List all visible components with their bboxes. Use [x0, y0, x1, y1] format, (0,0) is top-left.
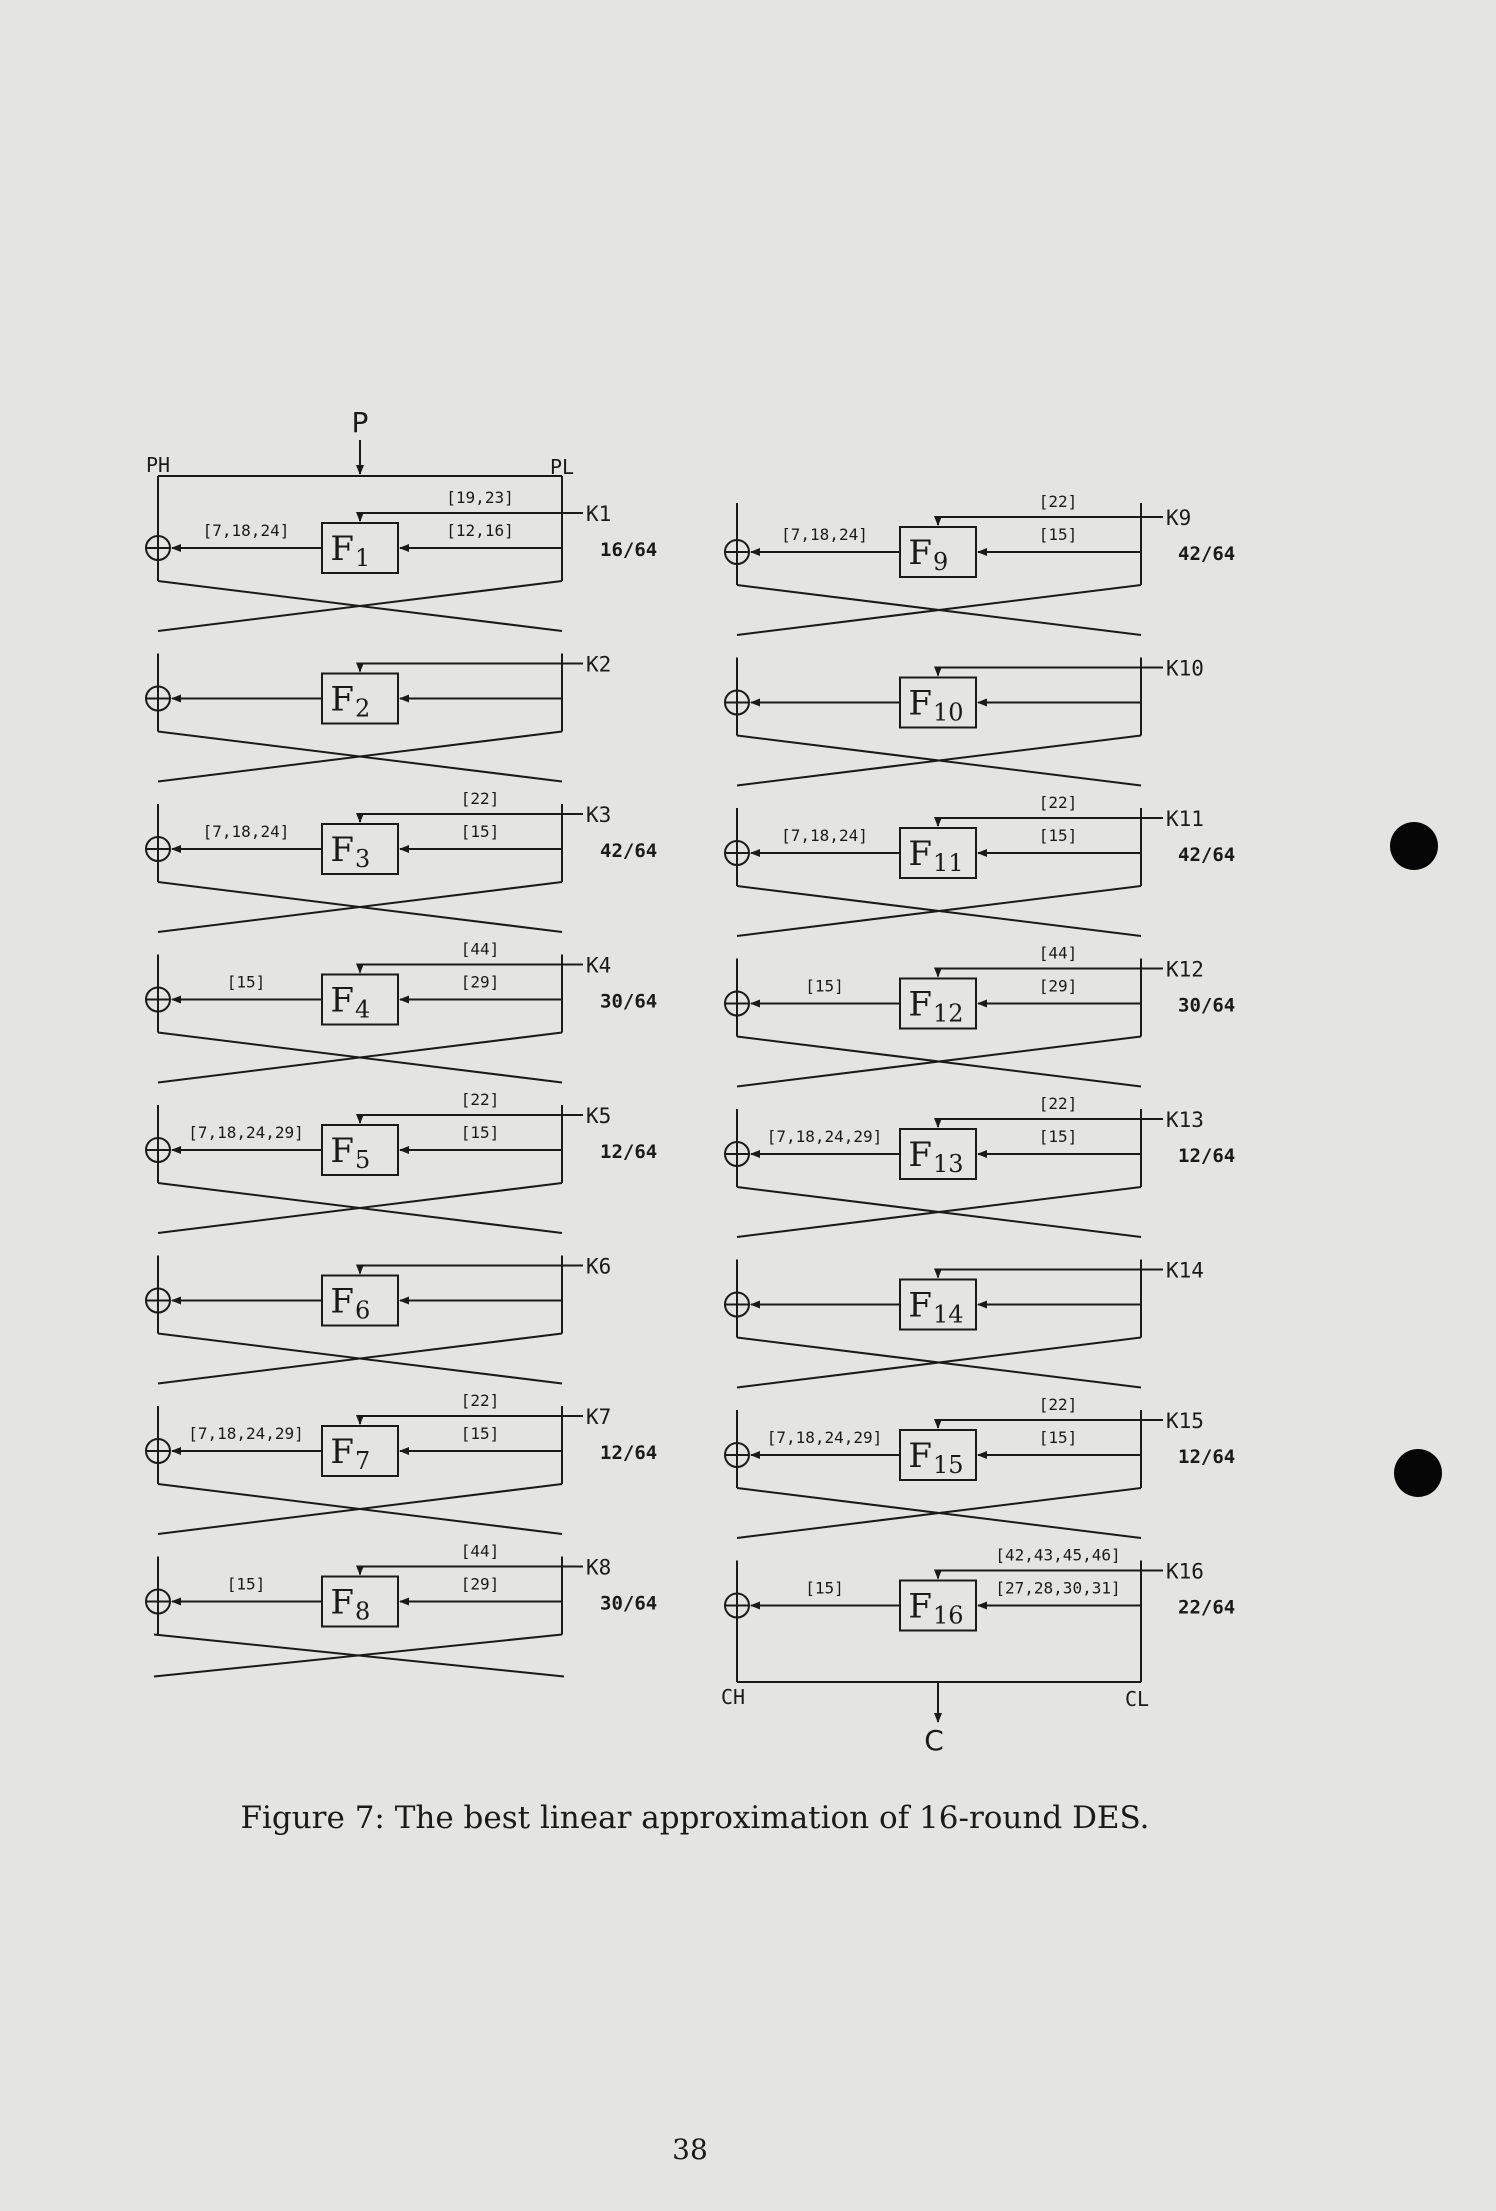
f-box-subscript: 3: [355, 845, 371, 873]
output-mask-label: [7,18,24]: [781, 525, 868, 544]
output-mask-label: [7,18,24,29]: [766, 1127, 883, 1146]
key-mask-label: [22]: [460, 789, 500, 808]
input-mask-label: [15]: [1038, 525, 1078, 544]
round-probability: 42/64: [1178, 543, 1236, 565]
key-mask-label: [22]: [1038, 793, 1078, 812]
output-mask-label: [7,18,24,29]: [188, 1424, 304, 1443]
output-mask-label: [15]: [805, 976, 844, 996]
punch-hole: [1390, 822, 1438, 870]
f-box-subscript: 9: [933, 548, 949, 576]
plaintext-high-label: PH: [146, 453, 171, 477]
input-mask-label: [15]: [1038, 1428, 1078, 1447]
input-mask-label: [15]: [1038, 1127, 1078, 1146]
f-box-subscript: 1: [355, 544, 371, 572]
output-mask-label: [15]: [226, 972, 266, 992]
input-mask-label: [15]: [1038, 826, 1078, 845]
f-box-subscript: 4: [355, 995, 371, 1024]
page-number: 38: [672, 2133, 708, 2166]
punch-hole: [1394, 1449, 1442, 1497]
round-key-label: K1: [586, 502, 612, 526]
key-mask-label: [19,23]: [446, 488, 514, 507]
key-mask-label: [22]: [1038, 1094, 1078, 1113]
f-box-letter: F: [330, 529, 354, 569]
key-mask-label: [42,43,45,46]: [995, 1545, 1121, 1565]
round-key-label: K15: [1166, 1409, 1204, 1433]
round-probability: 12/64: [1178, 1446, 1236, 1468]
f-box-letter: F: [330, 980, 354, 1021]
key-mask-label: [44]: [460, 939, 500, 959]
f-box-subscript: 7: [355, 1447, 371, 1475]
f-box-subscript: 14: [933, 1300, 964, 1329]
output-mask-label: [7,18,24]: [781, 826, 868, 845]
round-probability: 12/64: [600, 1442, 658, 1464]
round-probability: 12/64: [600, 1141, 658, 1163]
round-probability: 30/64: [600, 1592, 658, 1615]
f-box-subscript: 2: [355, 694, 371, 723]
output-mask-label: [7,18,24,29]: [188, 1123, 304, 1142]
f-box-letter: F: [908, 1285, 932, 1326]
figure-caption: Figure 7: The best linear approximation of 16-round DES.: [240, 1800, 1150, 1836]
output-mask-label: [7,18,24]: [202, 822, 290, 841]
round-probability: 30/64: [600, 990, 658, 1013]
input-mask-label: [29]: [460, 972, 500, 992]
round-key-label: K6: [586, 1254, 612, 1279]
ciphertext-high-label: CH: [721, 1685, 746, 1709]
round-key-label: K13: [1166, 1108, 1204, 1132]
output-mask-label: [15]: [226, 1574, 266, 1594]
input-mask-label: [29]: [1038, 976, 1078, 996]
round-key-label: K3: [586, 803, 612, 827]
f-box-subscript: 12: [933, 999, 964, 1028]
key-mask-label: [44]: [460, 1541, 500, 1561]
f-box-subscript: 11: [933, 849, 964, 877]
round-probability: 12/64: [1178, 1145, 1236, 1167]
key-mask-label: [22]: [1038, 1395, 1078, 1414]
round-key-label: K8: [586, 1555, 612, 1580]
round-probability: 30/64: [1178, 994, 1236, 1017]
round-key-label: K10: [1166, 656, 1204, 681]
f-box-letter: F: [330, 1432, 354, 1472]
f-box-subscript: 10: [933, 698, 964, 727]
ciphertext-label: C: [924, 1724, 944, 1757]
round-probability: 42/64: [600, 840, 658, 862]
key-mask-label: [22]: [460, 1391, 500, 1410]
ciphertext-low-label: CL: [1125, 1687, 1150, 1711]
plaintext-label: P: [351, 406, 369, 439]
key-mask-label: [22]: [1038, 492, 1078, 511]
input-mask-label: [15]: [460, 1123, 500, 1142]
round-probability: 16/64: [600, 539, 658, 561]
f-box-letter: F: [908, 1586, 932, 1627]
round-key-label: K7: [586, 1405, 612, 1429]
f-box-letter: F: [330, 830, 354, 870]
output-mask-label: [7,18,24,29]: [766, 1428, 883, 1447]
f-box-letter: F: [908, 533, 932, 573]
f-box-subscript: 15: [933, 1451, 964, 1479]
input-mask-label: [12,16]: [446, 521, 514, 540]
round-key-label: K12: [1166, 957, 1204, 982]
output-mask-label: [7,18,24]: [202, 521, 290, 540]
round-probability: 42/64: [1178, 844, 1236, 866]
f-box-letter: F: [330, 1131, 354, 1171]
f-box-letter: F: [908, 984, 932, 1025]
round-probability: 22/64: [1178, 1596, 1236, 1619]
key-mask-label: [44]: [1038, 943, 1078, 963]
output-mask-label: [15]: [805, 1578, 844, 1598]
input-mask-label: [29]: [460, 1574, 500, 1594]
f-box-letter: F: [330, 1582, 354, 1623]
plaintext-low-label: PL: [550, 455, 575, 479]
f-box-subscript: 13: [933, 1150, 964, 1178]
round-key-label: K9: [1166, 506, 1192, 530]
f-box-subscript: 5: [355, 1146, 371, 1174]
round-key-label: K14: [1166, 1258, 1204, 1283]
f-box-subscript: 8: [355, 1597, 371, 1626]
key-mask-label: [22]: [460, 1090, 500, 1109]
round-key-label: K16: [1166, 1559, 1204, 1584]
round-key-label: K11: [1166, 807, 1204, 831]
f-box-letter: F: [908, 1436, 932, 1476]
f-box-letter: F: [330, 679, 354, 720]
round-key-label: K4: [586, 953, 612, 978]
f-box-letter: F: [330, 1281, 354, 1322]
input-mask-label: [15]: [460, 822, 500, 841]
f-box-letter: F: [908, 834, 932, 874]
f-box-letter: F: [908, 1135, 932, 1175]
f-box-subscript: 16: [933, 1601, 964, 1630]
round-key-label: K5: [586, 1104, 612, 1128]
input-mask-label: [27,28,30,31]: [995, 1578, 1121, 1598]
f-box-subscript: 6: [355, 1296, 371, 1325]
input-mask-label: [15]: [460, 1424, 500, 1443]
round-key-label: K2: [586, 652, 612, 677]
f-box-letter: F: [908, 683, 932, 724]
